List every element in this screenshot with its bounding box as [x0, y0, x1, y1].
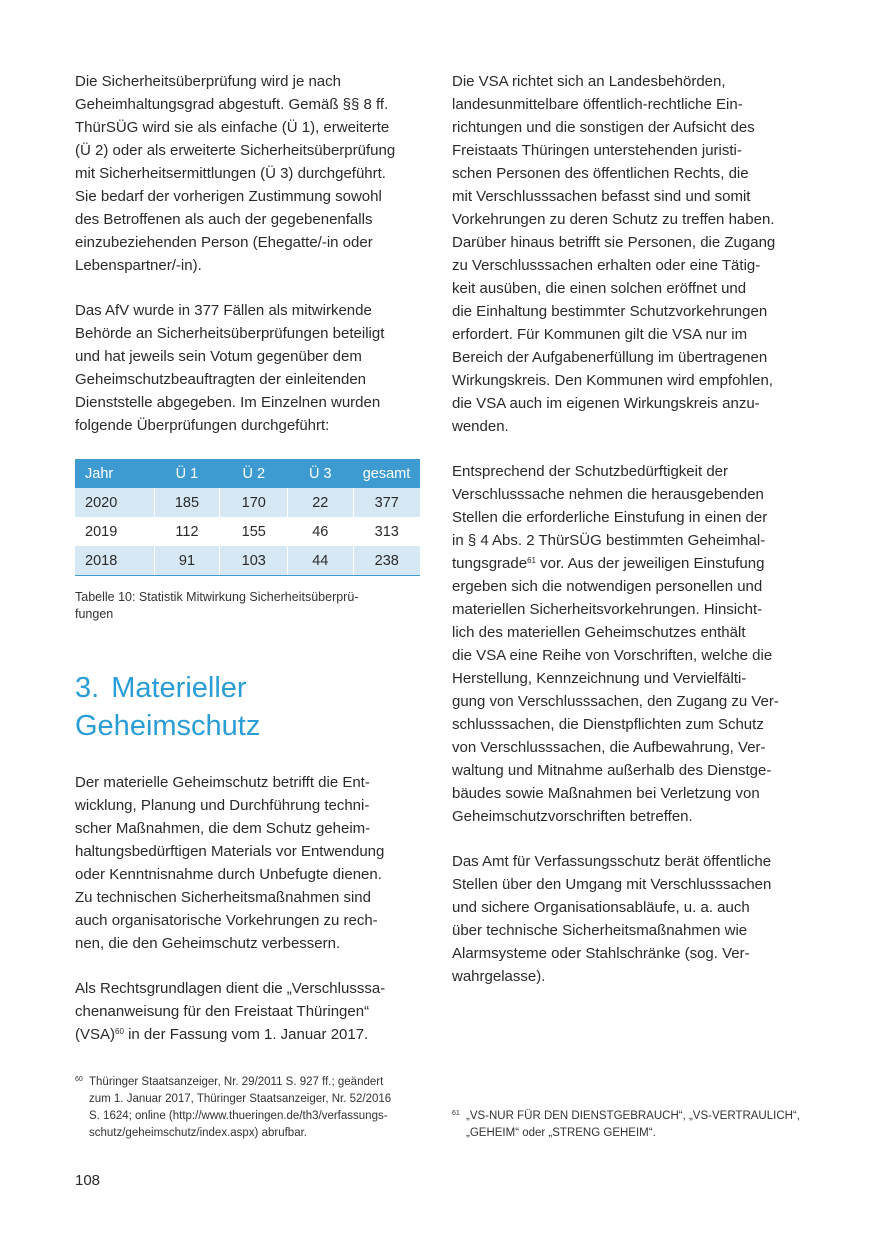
- heading-line: [75, 669, 422, 707]
- text-line: und sichere Organisationsabläufe, u. a. auch: [452, 899, 750, 916]
- text-line: Alarmsysteme oder Stahlschränke (sog. Ver-: [452, 945, 750, 962]
- text-line: Lebenspartner/-in).: [75, 257, 202, 274]
- text-line: Wirkungskreis. Den Kommunen wird empfohlen,: [452, 372, 773, 389]
- footnote-line: „GEHEIM“ oder „STRENG GEHEIM“.: [466, 1127, 656, 1139]
- text-line: Freistaats Thüringen unterstehenden juristi-: [452, 142, 742, 159]
- table-cell: 91: [154, 546, 220, 576]
- section-heading: [75, 669, 422, 745]
- text-line: keit ausüben, die einen solchen eröffnet und: [452, 280, 747, 297]
- text-line: die Einhaltung bestimmter Schutzvorkehrungen: [452, 303, 768, 320]
- paragraph-classification: [452, 460, 800, 828]
- table-cell: 22: [288, 488, 353, 517]
- footnote-reference-61[interactable]: 61: [527, 556, 536, 565]
- text-line: Verschlusssache nehmen die herausgebenden: [452, 486, 764, 503]
- table-cell: 2018: [75, 546, 154, 576]
- table-row: [75, 517, 420, 546]
- text-line: Bereich der Aufgabenerfüllung im übertragenen: [452, 349, 768, 366]
- text-line: von Verschlusssachen, die Aufbewahrung, Ver-: [452, 739, 766, 756]
- text-line: Entsprechend der Schutzbedürftigkeit der: [452, 463, 728, 480]
- text-line: mit Verschlusssachen befasst sind und somit: [452, 188, 751, 205]
- text-fragment: (VSA): [75, 1026, 116, 1043]
- text-line: auch organisatorische Vorkehrungen zu rech-: [75, 912, 378, 929]
- text-fragment: vor. Aus der jeweiligen Einstufung: [535, 555, 765, 572]
- caption-line: Tabelle 10: Statistik Mitwirkung Sicherheitsüberprü-: [75, 590, 359, 604]
- text-line: Sie bedarf der vorherigen Zustimmung sowohl: [75, 188, 382, 205]
- text-line: Die VSA richtet sich an Landesbehörden,: [452, 73, 726, 90]
- caption-line: fungen: [75, 607, 114, 621]
- text-line: Stellen die erforderliche Einstufung in einen der: [452, 509, 768, 526]
- page-number: 108: [75, 1172, 101, 1189]
- table-cell: 44: [288, 546, 353, 576]
- table-cell: 2020: [75, 488, 154, 517]
- text-line: Stellen über den Umgang mit Verschlusssachen: [452, 876, 772, 893]
- text-line: Zu technischen Sicherheitsmaßnahmen sind: [75, 889, 371, 906]
- text-line: Vorkehrungen zu deren Schutz zu treffen haben.: [452, 211, 775, 228]
- text-line: bäudes sowie Maßnahmen bei Verletzung von: [452, 785, 760, 802]
- text-line: materiellen Sicherheitsvorkehrungen. Hinsicht-: [452, 601, 763, 618]
- text-line: wahrgelasse).: [452, 968, 546, 985]
- text-line: nen, die den Geheimschutz verbessern.: [75, 935, 341, 952]
- text-line: scher Maßnahmen, die dem Schutz geheim-: [75, 820, 371, 837]
- paragraph-consulting: [452, 850, 800, 988]
- paragraph-security-check-levels: [75, 70, 422, 277]
- text-line: die VSA eine Reihe von Vorschriften, welche die: [452, 647, 773, 664]
- text-line: Als Rechtsgrundlagen dient die „Verschlusssa-: [75, 980, 386, 997]
- text-line: waltung und Mitnahme außerhalb des Dienstge-: [452, 762, 772, 779]
- text-line: schen Personen des öffentlichen Rechts, die: [452, 165, 749, 182]
- table-cell: 377: [353, 488, 420, 517]
- column-header-year: Jahr: [75, 459, 154, 488]
- text-line: wicklung, Planung und Durchführung techni-: [75, 797, 370, 814]
- paragraph-afv-participation: [75, 299, 422, 437]
- table-cell: 112: [154, 517, 220, 546]
- text-line: Das AfV wurde in 377 Fällen als mitwirkende: [75, 302, 372, 319]
- right-column: [452, 70, 800, 1010]
- text-line: erfordert. Für Kommunen gilt die VSA nur im: [452, 326, 748, 343]
- text-line: Die Sicherheitsüberprüfung wird je nach: [75, 73, 341, 90]
- column-header-u2: Ü 2: [220, 459, 288, 488]
- table-cell: 185: [154, 488, 220, 517]
- footnote-line: Thüringer Staatsanzeiger, Nr. 29/2011 S. 927 ff.; geändert: [89, 1076, 384, 1088]
- text-line: Darüber hinaus betrifft sie Personen, die Zugang: [452, 234, 776, 251]
- text-line: Geheimschutzbeauftragten der einleitenden: [75, 371, 367, 388]
- text-line: zu Verschlusssachen erhalten oder eine Tätig-: [452, 257, 761, 274]
- text-line: (Ü 2) oder als erweiterte Sicherheitsüberprüfung: [75, 142, 396, 159]
- text-line: ThürSÜG wird sie als einfache (Ü 1), erweiterte: [75, 119, 390, 136]
- text-line: haltungsbedürftigen Materials vor Entwendung: [75, 843, 385, 860]
- text-line: landesunmittelbare öffentlich-rechtliche Ein-: [452, 96, 743, 113]
- table-header-row: [75, 459, 420, 488]
- paragraph-vsa-scope: [452, 70, 800, 438]
- text-line: in § 4 Abs. 2 ThürSÜG bestimmten Geheimhal-: [452, 532, 766, 549]
- text-line: wenden.: [452, 418, 509, 435]
- text-line: über technische Sicherheitsmaßnahmen wie: [452, 922, 748, 939]
- table-cell: 103: [220, 546, 288, 576]
- table-cell: 46: [288, 517, 353, 546]
- footnote-line: zum 1. Januar 2017, Thüringer Staatsanzeiger, Nr. 52/2016: [89, 1093, 392, 1105]
- text-line: [75, 1023, 422, 1046]
- footnote-reference-60[interactable]: 60: [115, 1027, 124, 1036]
- text-line: Behörde an Sicherheitsüberprüfungen beteiligt: [75, 325, 385, 342]
- text-line: [452, 552, 800, 575]
- footnote-marker: 61: [452, 1110, 460, 1117]
- text-line: und hat jeweils sein Votum gegenüber dem: [75, 348, 362, 365]
- text-line: chenanweisung für den Freistaat Thüringen“: [75, 1003, 370, 1020]
- paragraph-legal-basis: [75, 977, 422, 1046]
- table-caption: [75, 589, 422, 623]
- footnote-line: schutz/geheimschutz/index.aspx) abrufbar.: [89, 1127, 307, 1139]
- table-row: [75, 546, 420, 576]
- left-column: [75, 70, 422, 1068]
- text-line: ergeben sich die notwendigen personellen und: [452, 578, 763, 595]
- table-cell: 238: [353, 546, 420, 576]
- text-line: Der materielle Geheimschutz betrifft die Ent-: [75, 774, 370, 791]
- text-line: des Betroffenen als auch der gegebenenfalls: [75, 211, 373, 228]
- column-header-total: gesamt: [353, 459, 420, 488]
- footnote-marker: 60: [75, 1076, 83, 1083]
- table-cell: 2019: [85, 523, 118, 540]
- text-line: lich des materiellen Geheimschutzes enthält: [452, 624, 746, 641]
- text-line: Dienststelle abgegeben. Im Einzelnen wurden: [75, 394, 381, 411]
- text-line: mit Sicherheitsermittlungen (Ü 3) durchgeführt.: [75, 165, 386, 182]
- text-line: Herstellung, Kennzeichnung und Vervielfälti-: [452, 670, 747, 687]
- text-line: Geheimhaltungsgrad abgestuft. Gemäß §§ 8 ff.: [75, 96, 389, 113]
- column-header-u1: Ü 1: [154, 459, 220, 488]
- column-header-u3: Ü 3: [288, 459, 353, 488]
- text-line: gung von Verschlusssachen, den Zugang zu Ver-: [452, 693, 779, 710]
- text-line: Geheimschutzvorschriften betreffen.: [452, 808, 693, 825]
- heading-line: Geheimschutz: [75, 710, 261, 742]
- footnote-61: [452, 1108, 802, 1142]
- text-line: einzubeziehenden Person (Ehegatte/-in oder: [75, 234, 373, 251]
- table-cell: 313: [353, 517, 420, 546]
- paragraph-material-protection: [75, 771, 422, 955]
- text-fragment: in der Fassung vom 1. Januar 2017.: [123, 1026, 369, 1043]
- heading-text: Materieller: [111, 672, 247, 704]
- section-number: 3.: [75, 672, 100, 704]
- text-line: richtungen und die sonstigen der Aufsicht des: [452, 119, 755, 136]
- footnote-60: [75, 1074, 425, 1142]
- text-line: Das Amt für Verfassungsschutz berät öffentliche: [452, 853, 772, 870]
- footnote-line: S. 1624; online (http://www.thueringen.de/th3/verfassungs-: [89, 1110, 388, 1122]
- footnote-line: „VS-NUR FÜR DEN DIENSTGEBRAUCH“, „VS-VERTRAULICH“,: [466, 1110, 800, 1122]
- table-cell: 155: [220, 517, 288, 546]
- text-line: die VSA auch im eigenen Wirkungskreis anzu-: [452, 395, 760, 412]
- text-fragment: tungsgrade: [452, 555, 528, 572]
- text-line: folgende Überprüfungen durchgeführt:: [75, 417, 330, 434]
- table-cell: 170: [220, 488, 288, 517]
- table-row: [75, 488, 420, 517]
- text-line: schlusssachen, die Dienstpflichten zum Schutz: [452, 716, 764, 733]
- statistics-table: [75, 459, 420, 576]
- text-line: oder Kenntnisnahme durch Unbefugte dienen.: [75, 866, 382, 883]
